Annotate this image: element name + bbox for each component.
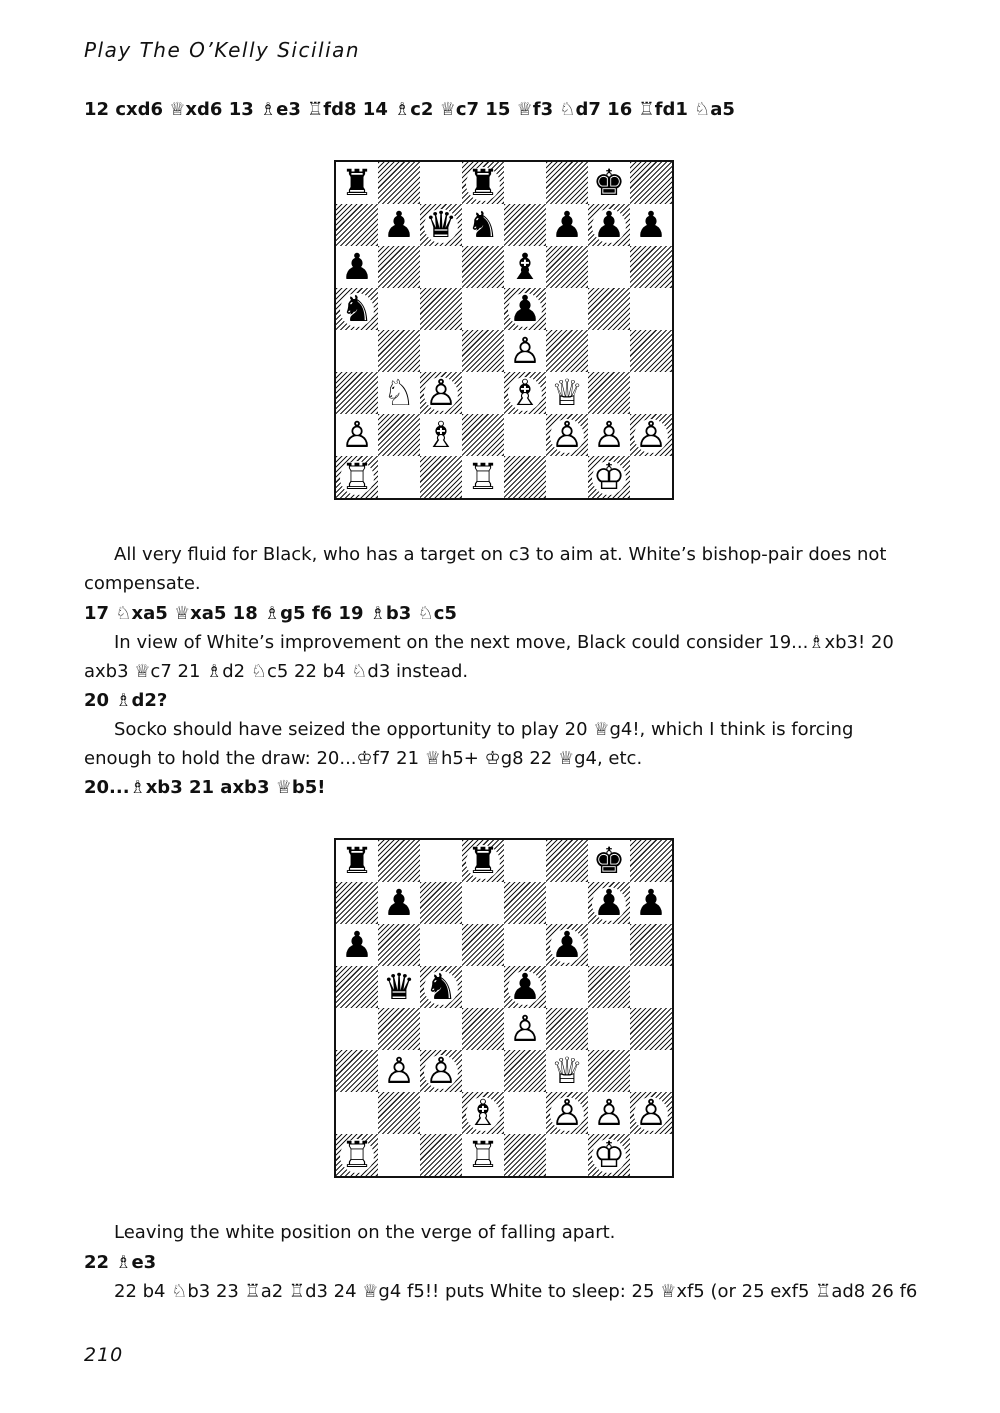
- white-rook-icon: ♖: [466, 457, 500, 498]
- light-square: [546, 1134, 588, 1176]
- move-line: 20 ♗d2?: [84, 690, 168, 711]
- light-square: [588, 246, 630, 288]
- white-pawn-icon: ♙: [592, 415, 626, 456]
- black-rook-icon: ♜: [340, 163, 374, 204]
- page-number: 210: [84, 1344, 124, 1366]
- dark-square: [462, 414, 504, 456]
- dark-square: [420, 288, 462, 330]
- light-square: [630, 372, 672, 414]
- move-line: 20...♗xb3 21 axb3 ♕b5!: [84, 777, 326, 798]
- light-square: [336, 1008, 378, 1050]
- black-pawn-icon: ♟: [382, 883, 416, 924]
- dark-square: [630, 330, 672, 372]
- dark-square: [420, 1134, 462, 1176]
- black-pawn-icon: ♟: [340, 247, 374, 288]
- black-king-icon: ♚: [592, 841, 626, 882]
- black-knight-icon: ♞: [466, 205, 500, 246]
- white-king-icon: ♔: [592, 1135, 626, 1176]
- move-line: 12 cxd6 ♕xd6 13 ♗e3 ♖fd8 14 ♗c2 ♕c7 15 ♕f3 ♘d7 16 ♖fd1 ♘a5: [84, 99, 735, 120]
- dark-square: [588, 288, 630, 330]
- dark-square: [630, 162, 672, 204]
- dark-square: [378, 1008, 420, 1050]
- white-queen-icon: ♕: [550, 1051, 584, 1092]
- light-square: [420, 246, 462, 288]
- move-line: 22 ♗e3: [84, 1252, 157, 1273]
- dark-square: [420, 456, 462, 498]
- black-pawn-icon: ♟: [592, 205, 626, 246]
- white-rook-icon: ♖: [466, 1135, 500, 1176]
- light-square: [630, 966, 672, 1008]
- dark-square: [630, 1008, 672, 1050]
- light-square: [462, 882, 504, 924]
- light-square: [462, 288, 504, 330]
- paragraph-line: compensate.: [84, 573, 201, 594]
- dark-square: [378, 924, 420, 966]
- paragraph-line: 22 b4 ♘b3 23 ♖a2 ♖d3 24 ♕g4 f5!! puts White to sleep: 25 ♕xf5 (or 25 exf5 ♖ad8 26 f6: [114, 1281, 918, 1302]
- light-square: [420, 840, 462, 882]
- light-square: [546, 966, 588, 1008]
- white-rook-icon: ♖: [340, 457, 374, 498]
- dark-square: [462, 330, 504, 372]
- white-pawn-icon: ♙: [634, 1093, 668, 1134]
- light-square: [504, 1092, 546, 1134]
- black-pawn-icon: ♟: [508, 289, 542, 330]
- dark-square: [336, 882, 378, 924]
- black-rook-icon: ♜: [340, 841, 374, 882]
- white-queen-icon: ♕: [550, 373, 584, 414]
- dark-square: [630, 840, 672, 882]
- light-square: [420, 162, 462, 204]
- black-rook-icon: ♜: [466, 163, 500, 204]
- black-king-icon: ♚: [592, 163, 626, 204]
- light-square: [378, 456, 420, 498]
- paragraph-line: enough to hold the draw: 20...♔f7 21 ♕h5+ ♔g8 22 ♕g4, etc.: [84, 748, 643, 769]
- light-square: [336, 1092, 378, 1134]
- light-square: [420, 924, 462, 966]
- running-head: Play The O’Kelly Sicilian: [84, 38, 361, 62]
- dark-square: [630, 246, 672, 288]
- dark-square: [546, 162, 588, 204]
- dark-square: [630, 924, 672, 966]
- dark-square: [588, 372, 630, 414]
- dark-square: [588, 966, 630, 1008]
- chess-diagram: [334, 160, 674, 500]
- black-knight-icon: ♞: [340, 289, 374, 330]
- white-knight-icon: ♘: [382, 373, 416, 414]
- light-square: [546, 288, 588, 330]
- dark-square: [462, 1008, 504, 1050]
- white-pawn-icon: ♙: [508, 331, 542, 372]
- light-square: [420, 1092, 462, 1134]
- white-bishop-icon: ♗: [424, 415, 458, 456]
- light-square: [630, 1134, 672, 1176]
- black-pawn-icon: ♟: [634, 205, 668, 246]
- black-pawn-icon: ♟: [382, 205, 416, 246]
- black-pawn-icon: ♟: [550, 205, 584, 246]
- black-pawn-icon: ♟: [508, 967, 542, 1008]
- black-pawn-icon: ♟: [634, 883, 668, 924]
- light-square: [336, 330, 378, 372]
- light-square: [588, 1008, 630, 1050]
- light-square: [630, 456, 672, 498]
- light-square: [462, 966, 504, 1008]
- white-pawn-icon: ♙: [634, 415, 668, 456]
- black-queen-icon: ♛: [424, 205, 458, 246]
- dark-square: [336, 1050, 378, 1092]
- white-pawn-icon: ♙: [424, 373, 458, 414]
- paragraph-line: axb3 ♕c7 21 ♗d2 ♘c5 22 b4 ♘d3 instead.: [84, 661, 469, 682]
- white-pawn-icon: ♙: [550, 415, 584, 456]
- light-square: [504, 924, 546, 966]
- light-square: [504, 162, 546, 204]
- dark-square: [504, 1050, 546, 1092]
- white-pawn-icon: ♙: [550, 1093, 584, 1134]
- light-square: [504, 414, 546, 456]
- dark-square: [546, 330, 588, 372]
- white-pawn-icon: ♙: [508, 1009, 542, 1050]
- paragraph-line: All very fluid for Black, who has a target on c3 to aim at. White’s bishop-pair does not: [114, 544, 887, 565]
- dark-square: [588, 1050, 630, 1092]
- light-square: [378, 1134, 420, 1176]
- black-pawn-icon: ♟: [340, 925, 374, 966]
- light-square: [420, 330, 462, 372]
- black-pawn-icon: ♟: [550, 925, 584, 966]
- dark-square: [378, 840, 420, 882]
- black-knight-icon: ♞: [424, 967, 458, 1008]
- white-bishop-icon: ♗: [508, 373, 542, 414]
- light-square: [630, 288, 672, 330]
- dark-square: [462, 246, 504, 288]
- black-pawn-icon: ♟: [592, 883, 626, 924]
- light-square: [420, 1008, 462, 1050]
- white-pawn-icon: ♙: [424, 1051, 458, 1092]
- white-pawn-icon: ♙: [592, 1093, 626, 1134]
- light-square: [588, 924, 630, 966]
- paragraph-line: Leaving the white position on the verge of falling apart.: [114, 1222, 616, 1243]
- black-bishop-icon: ♝: [508, 247, 542, 288]
- dark-square: [546, 1008, 588, 1050]
- dark-square: [546, 840, 588, 882]
- paragraph-line: Socko should have seized the opportunity to play 20 ♕g4!, which I think is forcing: [114, 719, 854, 740]
- dark-square: [378, 330, 420, 372]
- dark-square: [336, 372, 378, 414]
- dark-square: [336, 966, 378, 1008]
- light-square: [588, 330, 630, 372]
- dark-square: [378, 414, 420, 456]
- dark-square: [504, 882, 546, 924]
- dark-square: [462, 924, 504, 966]
- dark-square: [378, 162, 420, 204]
- black-rook-icon: ♜: [466, 841, 500, 882]
- move-line: 17 ♘xa5 ♕xa5 18 ♗g5 f6 19 ♗b3 ♘c5: [84, 603, 457, 624]
- light-square: [546, 882, 588, 924]
- white-pawn-icon: ♙: [382, 1051, 416, 1092]
- dark-square: [504, 204, 546, 246]
- chess-diagram: [334, 838, 674, 1178]
- light-square: [462, 1050, 504, 1092]
- dark-square: [336, 204, 378, 246]
- white-rook-icon: ♖: [340, 1135, 374, 1176]
- light-square: [462, 372, 504, 414]
- dark-square: [420, 882, 462, 924]
- light-square: [378, 288, 420, 330]
- dark-square: [378, 1092, 420, 1134]
- white-king-icon: ♔: [592, 457, 626, 498]
- dark-square: [378, 246, 420, 288]
- black-queen-icon: ♛: [382, 967, 416, 1008]
- paragraph-line: In view of White’s improvement on the next move, Black could consider 19...♗xb3! 20: [114, 632, 894, 653]
- light-square: [630, 1050, 672, 1092]
- white-pawn-icon: ♙: [340, 415, 374, 456]
- light-square: [504, 840, 546, 882]
- dark-square: [504, 456, 546, 498]
- dark-square: [504, 1134, 546, 1176]
- white-bishop-icon: ♗: [466, 1093, 500, 1134]
- dark-square: [546, 246, 588, 288]
- light-square: [546, 456, 588, 498]
